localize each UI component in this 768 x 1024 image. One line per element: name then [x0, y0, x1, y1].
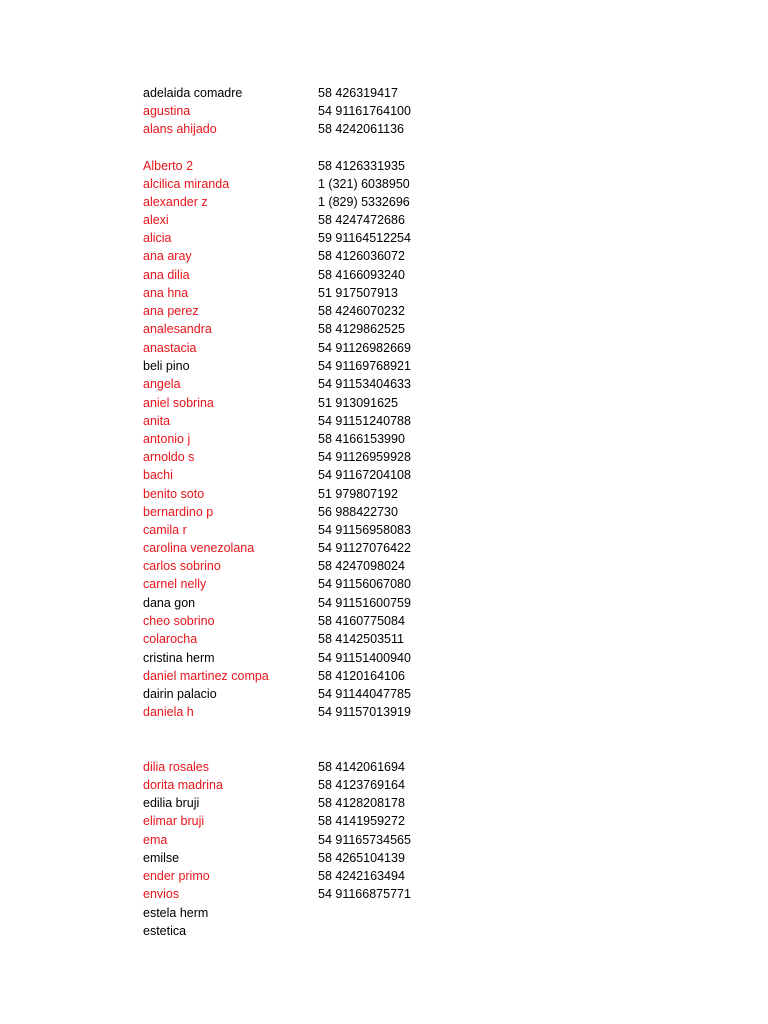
contact-phone: 58 4126331935 [318, 159, 405, 173]
contact-row [0, 375, 768, 393]
contact-phone: 54 91126982669 [318, 341, 411, 355]
contact-name: daniel martinez compa [143, 669, 269, 683]
contact-phone: 54 91165734565 [318, 833, 411, 847]
contact-name: ender primo [143, 869, 210, 883]
contact-row [0, 157, 768, 175]
contact-row [0, 776, 768, 794]
contact-name: ema [143, 833, 168, 847]
contact-name: aniel sobrina [143, 396, 214, 410]
contact-phone: 54 91151240788 [318, 414, 411, 428]
contact-row [0, 885, 768, 903]
contact-phone: 58 4129862525 [318, 322, 405, 336]
contact-name: alans ahijado [143, 122, 217, 136]
contact-row [0, 302, 768, 320]
contact-name: ana dilia [143, 268, 190, 282]
contact-phone: 58 4247472686 [318, 213, 405, 227]
contact-row [0, 247, 768, 265]
contact-name: dairin palacio [143, 687, 217, 701]
contact-name: colarocha [143, 632, 198, 646]
contact-phone: 59 91164512254 [318, 231, 411, 245]
contact-name: ana hna [143, 286, 189, 300]
contact-phone: 1 (829) 5332696 [318, 195, 410, 209]
contact-row [0, 84, 768, 102]
contact-name: cheo sobrino [143, 614, 215, 628]
contact-name: dorita madrina [143, 778, 223, 792]
contact-row [0, 630, 768, 648]
contact-row [0, 794, 768, 812]
contact-phone: 58 4123769164 [318, 778, 405, 792]
contact-name: emilse [143, 851, 180, 865]
contact-phone: 54 91144047785 [318, 687, 411, 701]
contact-name: estetica [143, 924, 187, 938]
contact-row [0, 703, 768, 721]
contact-phone: 54 91127076422 [318, 541, 411, 555]
contact-name: antonio j [143, 432, 191, 446]
contact-name: dana gon [143, 596, 196, 610]
contact-phone: 58 4242163494 [318, 869, 405, 883]
contact-phone: 54 91126959928 [318, 450, 411, 464]
contact-row [0, 685, 768, 703]
contact-row [0, 102, 768, 120]
contact-name: cristina herm [143, 651, 215, 665]
contact-name: estela herm [143, 906, 209, 920]
contact-name: anita [143, 414, 171, 428]
contact-name: agustina [143, 104, 191, 118]
contact-name: anastacia [143, 341, 197, 355]
contact-row [0, 466, 768, 484]
contact-name: carlos sobrino [143, 559, 221, 573]
contact-phone: 54 91157013919 [318, 705, 411, 719]
contact-phone: 58 4160775084 [318, 614, 405, 628]
contact-phone: 54 91156067080 [318, 577, 411, 591]
contact-name: daniela h [143, 705, 194, 719]
contact-row [0, 430, 768, 448]
contact-phone: 58 4142061694 [318, 760, 405, 774]
contact-row [0, 284, 768, 302]
contact-row [0, 867, 768, 885]
contact-name: arnoldo s [143, 450, 195, 464]
contact-row [0, 539, 768, 557]
contact-phone: 58 4126036072 [318, 249, 405, 263]
contact-phone: 54 91151400940 [318, 651, 411, 665]
contact-phone: 58 426319417 [318, 86, 398, 100]
contact-phone: 56 988422730 [318, 505, 398, 519]
contact-row [0, 193, 768, 211]
contact-row [0, 667, 768, 685]
contact-phone: 1 (321) 6038950 [318, 177, 410, 191]
contact-row [0, 175, 768, 193]
contact-row [0, 849, 768, 867]
contact-name: benito soto [143, 487, 205, 501]
contact-phone: 58 4242061136 [318, 122, 404, 136]
contact-phone: 54 91156958083 [318, 523, 411, 537]
contact-name: elimar bruji [143, 814, 205, 828]
contact-name: edilia bruji [143, 796, 200, 810]
contact-row [0, 557, 768, 575]
contact-row [0, 812, 768, 830]
contact-phone: 58 4120164106 [318, 669, 405, 683]
contact-name: angela [143, 377, 181, 391]
contact-phone: 58 4166093240 [318, 268, 405, 282]
contact-row [0, 339, 768, 357]
contact-row [0, 320, 768, 338]
contact-name: ana aray [143, 249, 192, 263]
contact-row [0, 612, 768, 630]
contact-row [0, 412, 768, 430]
contact-row [0, 448, 768, 466]
contact-name: adelaida comadre [143, 86, 243, 100]
contact-row [0, 394, 768, 412]
contact-phone: 54 91153404633 [318, 377, 411, 391]
contact-row [0, 575, 768, 593]
contact-phone: 54 91151600759 [318, 596, 411, 610]
contact-row [0, 831, 768, 849]
contact-row [0, 922, 768, 940]
contact-phone: 51 917507913 [318, 286, 398, 300]
contact-row [0, 357, 768, 375]
contact-name: ana perez [143, 304, 199, 318]
contact-row [0, 594, 768, 612]
contact-phone: 58 4265104139 [318, 851, 405, 865]
contact-name: camila r [143, 523, 187, 537]
contact-phone: 58 4247098024 [318, 559, 405, 573]
contact-phone: 58 4246070232 [318, 304, 405, 318]
contact-row [0, 521, 768, 539]
contact-row [0, 503, 768, 521]
contact-name: beli pino [143, 359, 190, 373]
contact-phone: 54 91166875771 [318, 887, 411, 901]
contact-name: dilia rosales [143, 760, 210, 774]
contact-name: carnel nelly [143, 577, 207, 591]
contact-phone: 58 4142503511 [318, 632, 404, 646]
contact-name: analesandra [143, 322, 212, 336]
contact-name: alexander z [143, 195, 208, 209]
contact-phone: 54 91169768921 [318, 359, 411, 373]
contact-row [0, 120, 768, 138]
contact-row [0, 229, 768, 247]
contact-name: bachi [143, 468, 173, 482]
contact-phone: 54 91161764100 [318, 104, 411, 118]
contact-name: alexi [143, 213, 169, 227]
contact-row [0, 485, 768, 503]
contact-name: carolina venezolana [143, 541, 255, 555]
contact-name: alicia [143, 231, 172, 245]
contact-name: alcilica miranda [143, 177, 230, 191]
contact-phone: 51 979807192 [318, 487, 398, 501]
contact-name: Alberto 2 [143, 159, 194, 173]
contact-row [0, 649, 768, 667]
contact-row [0, 904, 768, 922]
contact-name: envios [143, 887, 180, 901]
contact-row [0, 758, 768, 776]
contact-phone: 58 4166153990 [318, 432, 405, 446]
contact-phone: 58 4141959272 [318, 814, 405, 828]
contact-name: bernardino p [143, 505, 214, 519]
contact-row [0, 266, 768, 284]
contact-phone: 51 913091625 [318, 396, 398, 410]
contact-phone: 54 91167204108 [318, 468, 411, 482]
contact-phone: 58 4128208178 [318, 796, 405, 810]
contact-row [0, 211, 768, 229]
